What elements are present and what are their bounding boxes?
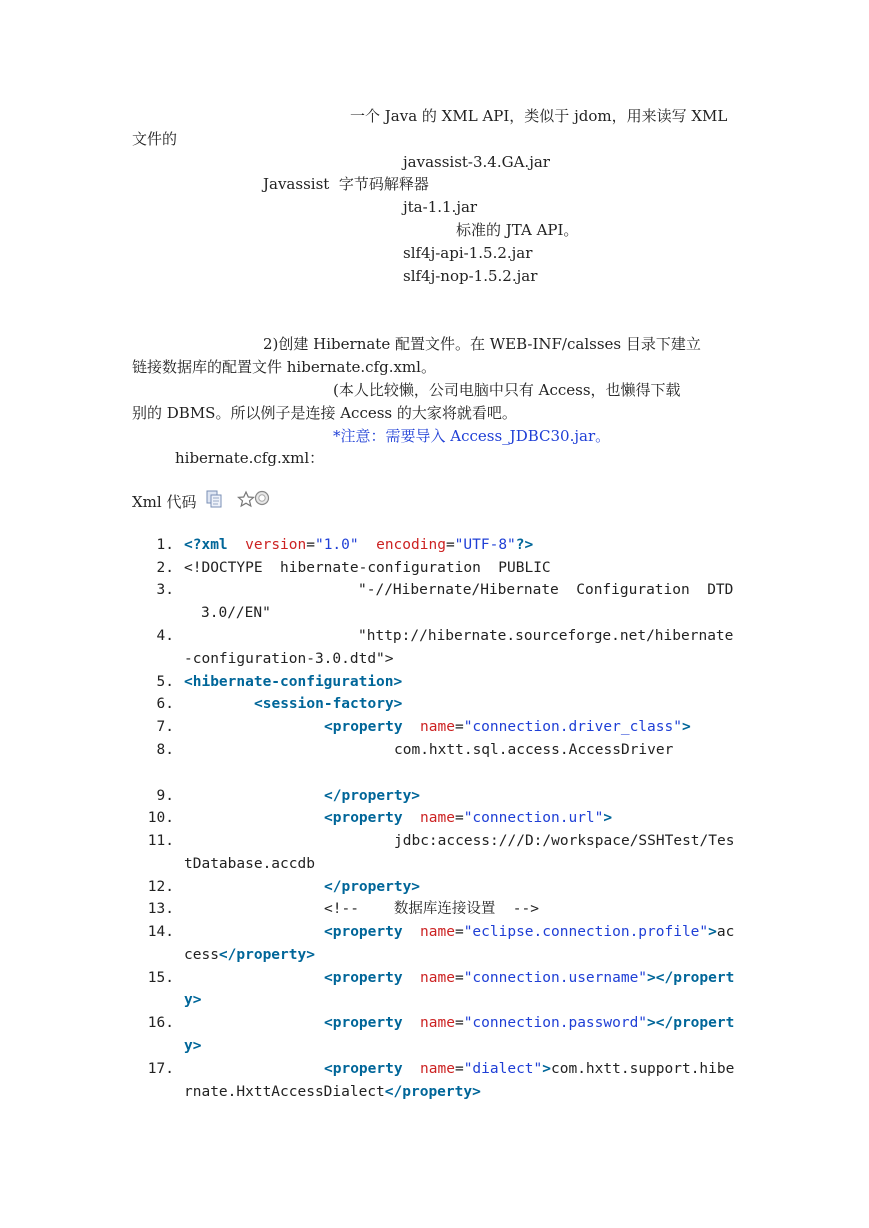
xml-decl-close: ?> <box>515 537 534 553</box>
jar-jta: jta-1.1.jar <box>403 198 478 216</box>
tag-end: > <box>542 1061 552 1077</box>
line-number: 17. <box>147 1061 174 1077</box>
step2-line-2: 链接数据库的配置文件 hibernate.cfg.xml。 <box>132 358 436 376</box>
code-line-16: <property name="connection.password"></propert <box>324 1015 735 1031</box>
code-line-17: <property name="dialect">com.hxtt.support.hibe <box>324 1061 735 1077</box>
code-line-12: </property> <box>324 879 421 895</box>
tag-end: > <box>603 810 613 826</box>
value-version: "1.0" <box>314 537 359 553</box>
code-line-15b: y> <box>184 992 202 1008</box>
code-line-10: <property name="connection.url"> <box>324 810 613 826</box>
text: ac <box>716 924 735 940</box>
step2-line-1: 2)创建 Hibernate 配置文件。在 WEB-INF/calsses 目录下建立 <box>263 335 701 353</box>
tag-property: <property <box>324 1015 403 1031</box>
jar-javassist: javassist-3.4.GA.jar <box>403 153 550 171</box>
tag-property: <property <box>324 924 403 940</box>
value: "dialect" <box>463 1061 543 1077</box>
jar-slf4j-nop: slf4j-nop-1.5.2.jar <box>403 267 538 285</box>
code-line-17b <box>184 1082 736 1102</box>
text: com.hxtt.support.hibe <box>551 1061 735 1077</box>
code-line-3a: "-//Hibernate/Hibernate Configuration DTD <box>358 582 734 598</box>
code-line-4b: -configuration-3.0.dtd"> <box>184 651 394 667</box>
value: "connection.username" <box>463 970 648 986</box>
attr-name: name <box>420 719 455 735</box>
tag-end: ></propert <box>647 970 735 986</box>
tag-property: <property <box>324 970 403 986</box>
tag-end: > <box>708 924 717 940</box>
line-number: 14. <box>147 924 174 940</box>
code-line-13-comment: <!-- 数据库连接设置 --> <box>324 901 539 917</box>
line-number: 5. <box>156 674 174 690</box>
value: "connection.url" <box>463 810 604 826</box>
value: "connection.password" <box>463 1015 648 1031</box>
line-number: 4. <box>156 628 174 644</box>
code-line-9: </property> <box>324 788 421 804</box>
text: cess <box>184 947 219 963</box>
line-number: 15. <box>147 970 174 986</box>
attr-name: name <box>420 924 455 940</box>
code-line-14b <box>184 945 736 965</box>
jar-slf4j-api: slf4j-api-1.5.2.jar <box>403 244 533 262</box>
line-number: 16. <box>147 1015 174 1031</box>
equals: = <box>445 537 455 553</box>
line-number: 8. <box>156 742 174 758</box>
attr-encoding: encoding <box>376 537 446 553</box>
code-line-7: <property name="connection.driver_class"> <box>324 719 691 735</box>
code-line-16b: y> <box>184 1038 202 1054</box>
attention-note: *注意：需要导入 Access_JDBC30.jar。 <box>333 427 611 445</box>
attr-name: name <box>420 810 455 826</box>
tag-property: <property <box>324 719 403 735</box>
config-filename: hibernate.cfg.xml： <box>175 449 325 467</box>
text: rnate.HxttAccessDialect <box>184 1084 385 1100</box>
code-line-8: com.hxtt.sql.access.AccessDriver <box>394 742 674 758</box>
tag-property: <property <box>324 1061 403 1077</box>
line-number: 2. <box>156 560 174 576</box>
line-number: 11. <box>147 833 174 849</box>
line-number: 6. <box>156 696 174 712</box>
code-line-11a: jdbc:access:///D:/workspace/SSHTest/Tes <box>394 833 735 849</box>
value: "connection.driver_class" <box>463 719 682 735</box>
value: "eclipse.connection.profile" <box>463 924 709 940</box>
value-encoding: "UTF-8" <box>454 537 516 553</box>
attr-name: name <box>420 1061 455 1077</box>
tag-end: ></propert <box>647 1015 735 1031</box>
attr-name: name <box>420 970 455 986</box>
tag-end: > <box>681 719 691 735</box>
jta-description: 标准的 JTA API。 <box>456 221 579 239</box>
attr-name: name <box>420 1015 455 1031</box>
code-line-11b: tDatabase.accdb <box>184 856 315 872</box>
tag-close: </property> <box>384 1084 481 1100</box>
xml-decl-open: <?xml <box>184 537 228 553</box>
javassist-description: Javassist 字节码解释器 <box>263 175 429 193</box>
intro-line-2: 文件的 <box>132 130 178 148</box>
line-number: 3. <box>156 582 174 598</box>
copy-icon[interactable] <box>205 490 223 512</box>
code-line-3b: 3.0//EN" <box>201 605 271 621</box>
code-language-label: Xml 代码 <box>132 493 197 511</box>
code-line-4a: "http://hibernate.sourceforge.net/hibernate <box>358 628 734 644</box>
line-number: 12. <box>147 879 174 895</box>
intro-line-1: 一个 Java 的 XML API，类似于 jdom，用来读写 XML <box>350 107 728 125</box>
line-number: 9. <box>156 788 174 804</box>
code-line-5: <hibernate-configuration> <box>184 674 403 690</box>
code-line-2: <!DOCTYPE hibernate-configuration PUBLIC <box>184 560 551 576</box>
line-number: 10. <box>147 810 174 826</box>
code-line-1 <box>184 535 736 555</box>
step2-note-1: (本人比较懒，公司电脑中只有 Access，也懒得下载 <box>333 381 681 399</box>
tag-close: </property> <box>218 947 315 963</box>
equals: = <box>306 537 315 553</box>
line-number: 1. <box>156 537 174 553</box>
code-line-6: <session-factory> <box>254 696 403 712</box>
code-line-15: <property name="connection.username"></propert <box>324 970 735 986</box>
favorite-icon[interactable] <box>236 489 274 513</box>
attr-version: version <box>245 537 307 553</box>
step2-note-2: 别的 DBMS。所以例子是连接 Access 的大家将就看吧。 <box>132 404 517 422</box>
line-number: 13. <box>147 901 174 917</box>
line-number: 7. <box>156 719 174 735</box>
tag-property: <property <box>324 810 403 826</box>
code-line-14: <property name="eclipse.connection.profile">ac <box>324 924 735 940</box>
